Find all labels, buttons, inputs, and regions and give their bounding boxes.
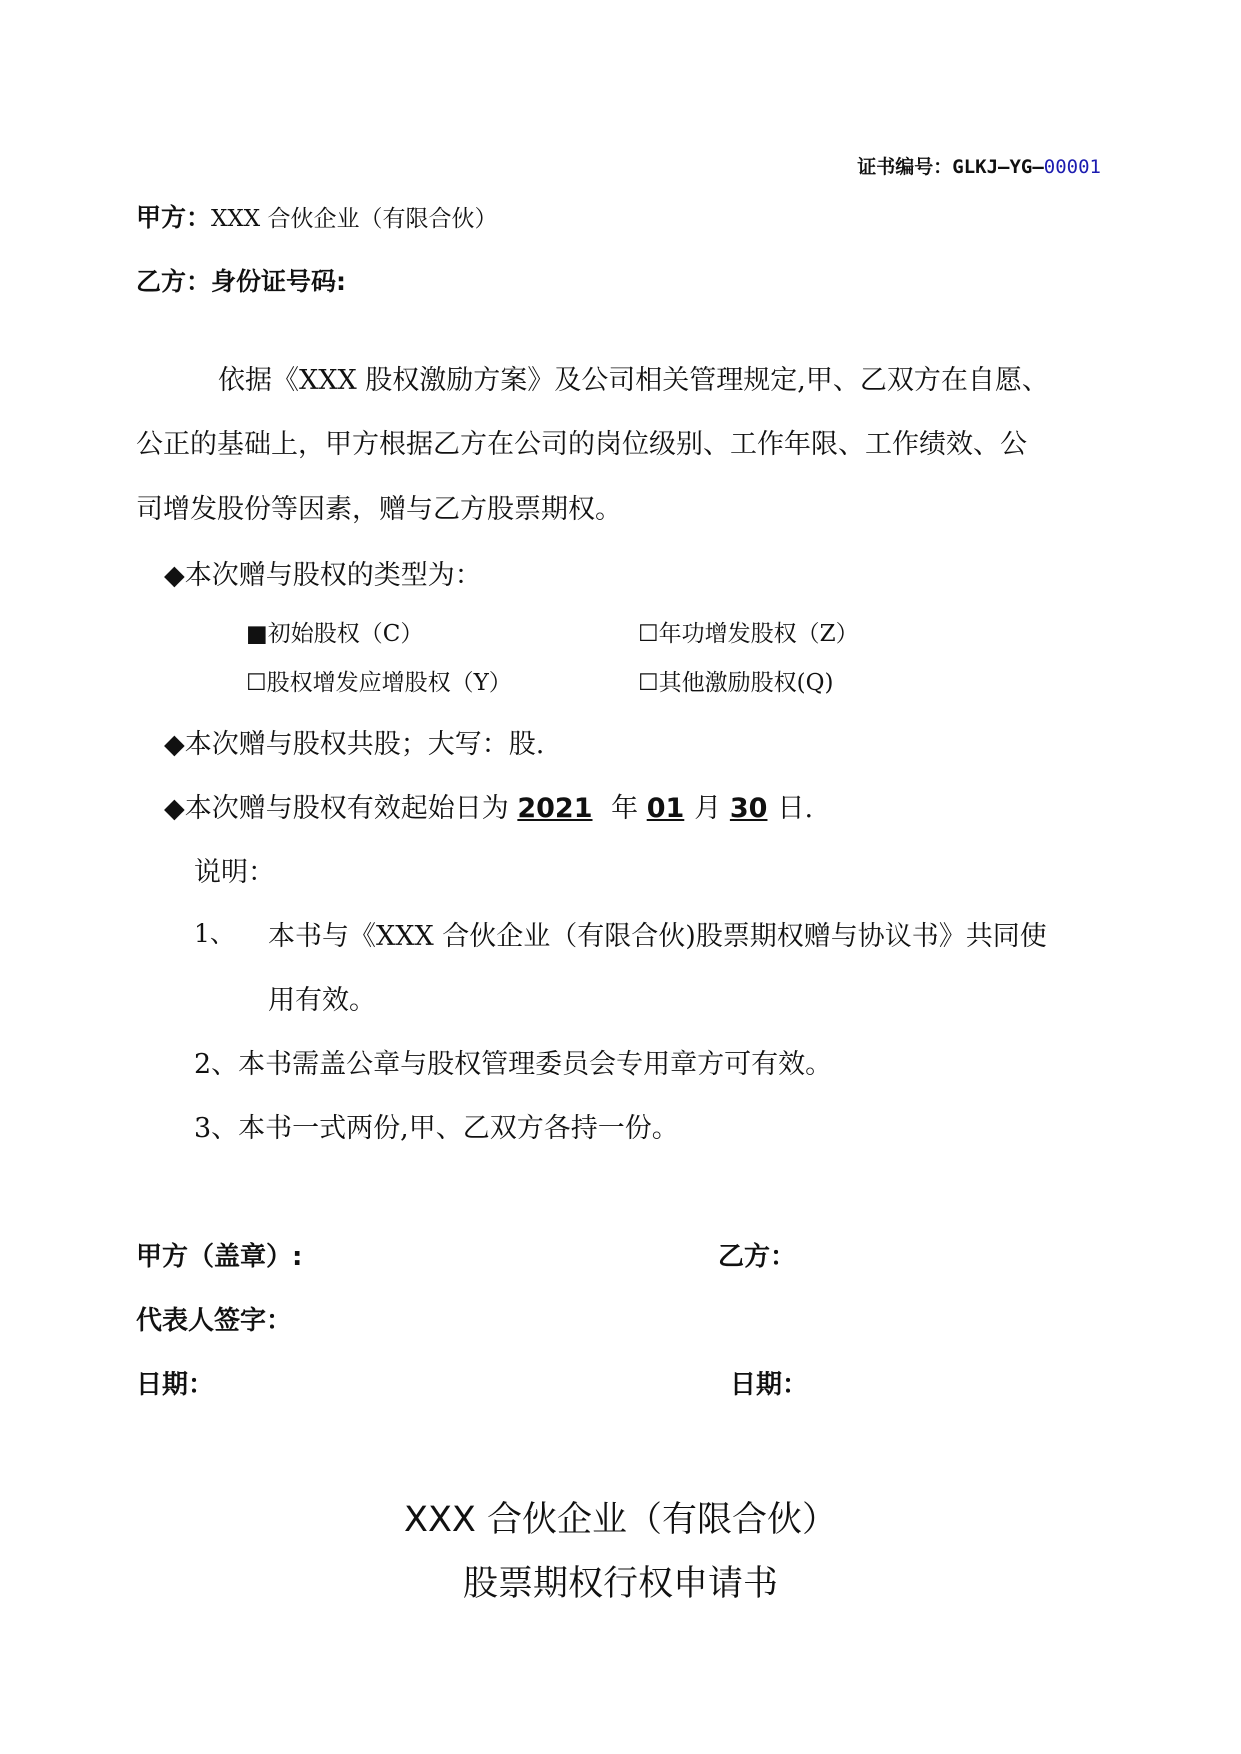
note-2: 2、本书需盖公章与股权管理委员会专用章方可有效。 (194, 1049, 833, 1080)
party-a-seal-label: 甲方（盖章）: (136, 1242, 303, 1272)
date-year: 2021 (517, 793, 593, 824)
notes-heading: 说明： (194, 857, 275, 888)
party-b-date-label: 日期： (730, 1370, 809, 1400)
body-line-2 (136, 422, 1121, 461)
option-initial-equity[interactable]: ■初始股权（C） (246, 621, 424, 647)
date-month: 01 (646, 793, 685, 824)
certificate-number (857, 152, 1101, 179)
party-a-label: 甲方： (136, 203, 212, 232)
party-a-date-label: 日期： (136, 1370, 215, 1400)
bullet-start-date (164, 786, 813, 825)
date-prefix: ◆本次赠与股权有效起始日为 (164, 793, 509, 824)
body-text-2: 公正的基础上，甲方根据乙方在公司的岗位级别、工作年限、工作绩效、公 (136, 429, 1027, 460)
representative-signature-label: 代表人签字： (136, 1306, 293, 1336)
bullet-count: ◆本次赠与股权共股；大写：股. (164, 729, 545, 760)
next-document-title-2: 股票期权行权申请书 (462, 1564, 778, 1604)
note-1-index: 1、 (194, 919, 235, 948)
party-a-value: XXX 合伙企业（有限合伙） (211, 206, 498, 232)
date-day-unit: 日. (777, 793, 814, 824)
body-line-1 (136, 358, 1121, 397)
certificate-number-value: 00001 (1043, 156, 1101, 178)
bullet-type: ◆本次赠与股权的类型为： (164, 560, 482, 591)
note-3: 3、本书一式两份,甲、乙双方各持一份。 (194, 1113, 679, 1144)
date-day: 30 (729, 793, 768, 824)
date-month-unit: 月 (694, 793, 722, 824)
party-b-signature-label: 乙方： (718, 1242, 797, 1272)
next-document-title-1: XXX 合伙企业（有限合伙） (403, 1500, 838, 1540)
note-1-line-2: 用有效。 (268, 985, 376, 1016)
party-b-row (136, 262, 346, 298)
option-seniority-equity[interactable]: ☐年功增发股权（Z） (638, 621, 859, 647)
body-text-3: 司增发股份等因素，赠与乙方股票期权。 (136, 494, 622, 525)
option-additional-equity[interactable]: ☐股权增发应增股权（Y） (246, 670, 512, 696)
party-b-label: 乙方：身份证号码: (136, 267, 346, 296)
option-other-incentive[interactable]: ☐其他激励股权(Q) (638, 670, 834, 696)
body-line-3 (136, 487, 1121, 526)
note-1-line-1: 本书与《XXX 合伙企业（有限合伙)股票期权赠与协议书》共同使 (268, 921, 1047, 952)
certificate-label: 证书编号：GLKJ—YG— (857, 156, 1044, 178)
party-a-row (136, 198, 497, 234)
body-text-1: 依据《XXX 股权激励方案》及公司相关管理规定,甲、乙双方在自愿、 (218, 365, 1049, 396)
date-year-unit: 年 (611, 793, 639, 824)
